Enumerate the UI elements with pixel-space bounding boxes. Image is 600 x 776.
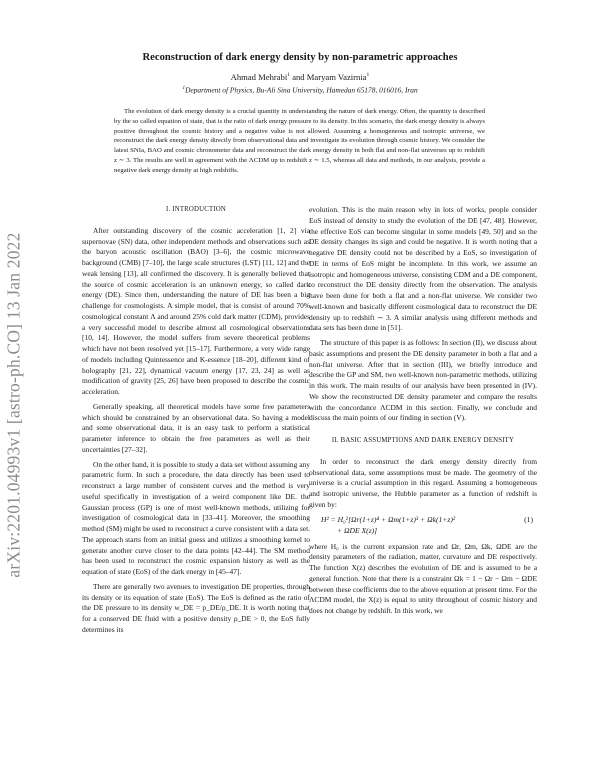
arxiv-stamp	[0, 195, 28, 615]
assumptions-paragraph-2: where H₀ is the current expansion rate and Ωr, Ωm, Ωk, ΩDE are the density parameters of the radiation, matter, curvature and DE respectively. The function X(z) describes the evolution of DE and is assumed to be a general function. Note that there is a constraint Ωk = 1 − Ωr − Ωm − ΩDE between these coefficients due to the above equation at present time. For the ΛCDM model, the X(z) is equal to unity throughout of cosmic history and does not change by redshift. In this work, we	[309, 541, 537, 615]
intro-paragraph-3: On the other hand, it is possible to study a data set without assuming any parametric form. In such a procedure, the data directly has been used to reconstruct a large number of consistent curves and the method is very useful specifically in investigation of a weird component like DE. the Gaussian process (GP) is one of most well-known methods, utilizing for investigation of cosmological data in [33–41]. Moreover, the smoothing method (SM) might be used to reconstruct a curve consistent with a data set. The approach starts from an initial guess and utilizes a smoothing kernel to generate another curve closer to the data points [42–44]. The SM method has been used to reconstruct the cosmic expansion history as well as the equation of state (EoS) of the dark energy in [45–47].	[82, 459, 310, 576]
affiliation-text: Department of Physics, Bu-Ali Sina University, Hamedan 65178, 016016, Iran	[185, 85, 418, 95]
author-line	[0, 72, 600, 82]
equation-1	[309, 515, 537, 537]
right-column	[309, 205, 537, 621]
equation-1-line-2: + ΩDE X(z)]	[337, 525, 378, 535]
author-1-affil-mark: 1	[287, 72, 291, 79]
author-conjunction: and	[292, 72, 305, 82]
intro-paragraph-4: There are generally two avenues to investigation DE properties, through its density or its equation of state (EoS). The EoS is defined as the ratio of the DE pressure to its density w_DE = p_DE/ρ_DE. It is worth noting that for a conserved DE fluid with a positive density ρ_DE > 0, the EoS fully determines its	[82, 581, 310, 634]
abstract: The evolution of dark energy density is a crucial quantity in understanding the nature of dark energy. Often, the quantity is described by the so called equation of state, that is the ratio of dark energy pressure to its density. In this scenario, the dark energy density is always positive throughout the cosmic history and a negative value is not allowed. Assuming a homogeneous and isotropic universe, we reconstruct the dark energy density directly from observational data and investigate its evolution through cosmic history. We consider the latest SNIa, BAO and cosmic chronometer data and reconstruct the dark energy density in both flat and non-flat universes up to redshift z ∼ 3. The results are well in agreement with the ΛCDM up to redshift z ∼ 1.5, whereas all data and methods, in our analysis, provide a negative dark energy density at high redshifts.	[114, 108, 485, 174]
section-heading-introduction: I. INTRODUCTION	[165, 206, 226, 213]
arxiv-identifier: arXiv:2201.04993v1 [astro-ph.CO] 13 Jan 2022	[3, 232, 24, 578]
intro-paragraph-2: Generally speaking, all theoretical models have some free parameters which should be constrained by an observational data. So having a model and some observational data, it is an easy task to perform a statistical parameter inference to obtain the free parameters as well as their uncertainties [27–32].	[82, 401, 310, 454]
author-1: Ahmad Mehrabi	[230, 72, 288, 82]
left-column	[82, 205, 310, 640]
author-2: Maryam Vazirnia	[306, 72, 367, 82]
intro-paragraph-5: evolution. This is the main reason why in lots of works, people consider EoS instead of density to study the evolution of the DE [47, 48]. However, the effective EoS can become singular in some models [49, 50] and so the DE density changes its sign and could be negative. It is worth noting that a negative DE density could not be described by a EoS, so investigation of DE in terms of EoS might be incomplete. In this work, we assume an isotropic and homogeneous universe, consisting CDM and a DE component, to reconstruct the DE density directly from the observation. The analysis have been done for both a flat and a non-flat universe. We consider two well-known and basically different cosmological data to reconstruct the DE density up to redshift ∼ 3. A similar analysis using different methods and data sets has been done in [51].	[309, 205, 537, 333]
equation-1-number: (1)	[524, 514, 533, 524]
intro-paragraph-1: After outstanding discovery of the cosmic acceleration [1, 2] via supernovae (SN) data, other independent methods and observations such as the baryon acoustic oscillation (BAO) [3–6], the cosmic microwave background (CMB) [7–10], the large scale structures (LST) [11, 12] and the weak lensing [13], all confirmed the discovery. It is generally believed that the source of cosmic acceleration is an unknown energy, so called dark energy (DE). Since then, understanding the nature of DE has been a big challenge for cosmologists. A simple model, that is consist of around 70% cosmological constant Λ and around 25% cold dark matter (CDM), provides a very successful model to describe almost all cosmological observations [10, 14]. However, the model suffers from severe theoretical problems which have not been resolved yet [15–17]. Furthermore, a very wide range of models including Quintessence and K-essence [18–20], different kind of holography [21, 22], dynamical vacuum energy [17, 23, 24] as well as modification of gravity [25, 26] have been proposed to describe the cosmic acceleration.	[82, 225, 310, 396]
author-2-affil-mark: 1	[366, 72, 370, 79]
paper-title: Reconstruction of dark energy density by non-parametric approaches	[142, 52, 458, 63]
section-heading-assumptions: II. BASIC ASSUMPTIONS AND DARK ENERGY DENSITY	[331, 437, 515, 444]
assumptions-paragraph-1: In order to reconstruct the dark energy density directly from observational data, some assumptions must be made. The geometry of the universe is a crucial assumption in this regard. Assuming a homogeneous and isotropic universe, the Hubble parameter as a function of redshift is given by:	[309, 456, 537, 509]
intro-paragraph-6: The structure of this paper is as follows: In section (II), we discuss about basic assumptions and present the DE density parameter in both a flat and a non-flat universe. After that in section (III), we briefly introduce and describe the GP and SM, two well-known non-parametric methods, utilizing in this work. The main results of our analysis have been presented in (IV). We show the reconstructed DE density parameter and compare the results with the concordance ΛCDM in this section. Finally, we conclude and discuss the main points of our finding in section (V).	[309, 338, 537, 423]
equation-1-line-1: H² = H₀²[Ωr(1+z)⁴ + Ωm(1+z)³ + Ωk(1+z)²	[321, 514, 456, 524]
affiliation	[0, 85, 600, 94]
affiliation-mark: 1	[182, 85, 186, 91]
